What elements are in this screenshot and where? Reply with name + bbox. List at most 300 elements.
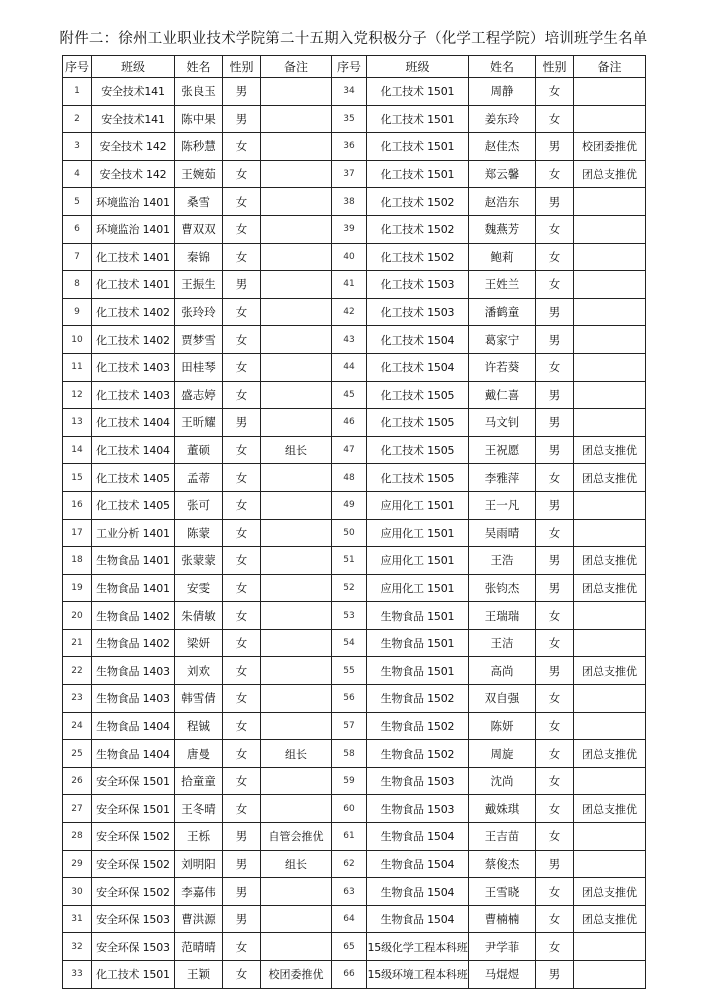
cell-note (574, 629, 646, 657)
cell-class: 化工技术 1404 (92, 436, 175, 464)
cell-note (261, 519, 332, 547)
cell-class: 化工技术 1402 (92, 298, 175, 326)
cell-index: 63 (332, 878, 367, 906)
cell-note (574, 271, 646, 299)
cell-gender: 女 (223, 685, 261, 713)
cell-name: 刘明阳 (175, 850, 223, 878)
cell-index: 2 (63, 105, 92, 133)
student-list-table (62, 55, 646, 989)
cell-index: 29 (63, 850, 92, 878)
cell-note (574, 933, 646, 961)
cell-name: 沈尚 (469, 767, 536, 795)
cell-name: 魏燕芳 (469, 215, 536, 243)
table-row (63, 905, 646, 933)
cell-name: 曹楠楠 (469, 905, 536, 933)
cell-class: 化工技术 1503 (367, 271, 469, 299)
cell-index: 60 (332, 795, 367, 823)
cell-class: 安全环保 1501 (92, 795, 175, 823)
cell-name: 王雪晓 (469, 878, 536, 906)
cell-note (261, 78, 332, 106)
cell-name: 董硕 (175, 436, 223, 464)
cell-gender: 男 (536, 961, 574, 989)
cell-note (574, 298, 646, 326)
cell-index: 42 (332, 298, 367, 326)
cell-class: 化工技术 1401 (92, 271, 175, 299)
cell-index: 48 (332, 464, 367, 492)
cell-class: 化工技术 1502 (367, 215, 469, 243)
cell-class: 化工技术 1505 (367, 381, 469, 409)
cell-index: 9 (63, 298, 92, 326)
cell-class: 生物食品 1503 (367, 767, 469, 795)
cell-index: 10 (63, 326, 92, 354)
cell-gender: 女 (223, 740, 261, 768)
cell-class: 工业分析 1401 (92, 519, 175, 547)
cell-note: 团总支推优 (574, 740, 646, 768)
table-row (63, 767, 646, 795)
cell-note (261, 353, 332, 381)
table-row (63, 519, 646, 547)
table-row (63, 574, 646, 602)
cell-class: 化工技术 1505 (367, 464, 469, 492)
cell-class: 生物食品 1401 (92, 574, 175, 602)
cell-note (261, 574, 332, 602)
cell-name: 王浩 (469, 547, 536, 575)
cell-index: 58 (332, 740, 367, 768)
cell-name: 张良玉 (175, 78, 223, 106)
cell-note: 团总支推优 (574, 464, 646, 492)
cell-gender: 女 (223, 188, 261, 216)
cell-class: 化工技术 1502 (367, 188, 469, 216)
cell-index: 17 (63, 519, 92, 547)
cell-index: 52 (332, 574, 367, 602)
cell-class: 化工技术 1404 (92, 409, 175, 437)
cell-index: 43 (332, 326, 367, 354)
cell-name: 郑云馨 (469, 160, 536, 188)
cell-name: 马焜煜 (469, 961, 536, 989)
cell-name: 李雅萍 (469, 464, 536, 492)
cell-name: 梁妍 (175, 629, 223, 657)
table-row (63, 933, 646, 961)
cell-name: 戴仁喜 (469, 381, 536, 409)
cell-name: 王洁 (469, 629, 536, 657)
cell-gender: 男 (536, 381, 574, 409)
cell-gender: 男 (223, 905, 261, 933)
cell-index: 49 (332, 491, 367, 519)
cell-gender: 男 (223, 409, 261, 437)
table-row (63, 657, 646, 685)
cell-gender: 女 (223, 519, 261, 547)
header-class: 班级 (92, 56, 175, 78)
table-row (63, 740, 646, 768)
table-header-row (63, 56, 646, 78)
table-row (63, 160, 646, 188)
cell-name: 范晴晴 (175, 933, 223, 961)
cell-name: 周旋 (469, 740, 536, 768)
cell-class: 生物食品 1501 (367, 657, 469, 685)
cell-class: 安全技术 142 (92, 160, 175, 188)
cell-class: 化工技术 1504 (367, 353, 469, 381)
cell-index: 6 (63, 215, 92, 243)
cell-gender: 女 (223, 326, 261, 354)
cell-index: 32 (63, 933, 92, 961)
cell-gender: 女 (223, 933, 261, 961)
cell-index: 28 (63, 823, 92, 851)
cell-class: 生物食品 1402 (92, 602, 175, 630)
cell-note: 组长 (261, 436, 332, 464)
cell-class: 生物食品 1403 (92, 685, 175, 713)
table-row (63, 491, 646, 519)
cell-index: 20 (63, 602, 92, 630)
cell-gender: 男 (223, 105, 261, 133)
cell-index: 31 (63, 905, 92, 933)
table-row (63, 215, 646, 243)
cell-gender: 女 (536, 271, 574, 299)
cell-class: 化工技术 1501 (367, 105, 469, 133)
cell-gender: 男 (536, 409, 574, 437)
table-row (63, 353, 646, 381)
cell-gender: 女 (536, 933, 574, 961)
cell-name: 张蒙蒙 (175, 547, 223, 575)
cell-name: 赵佳杰 (469, 133, 536, 161)
cell-class: 生物食品 1403 (92, 657, 175, 685)
cell-index: 38 (332, 188, 367, 216)
cell-name: 王振生 (175, 271, 223, 299)
cell-note: 组长 (261, 850, 332, 878)
table-row (63, 795, 646, 823)
cell-gender: 女 (223, 574, 261, 602)
cell-index: 16 (63, 491, 92, 519)
cell-class: 生物食品 1503 (367, 795, 469, 823)
cell-gender: 女 (536, 353, 574, 381)
cell-note (574, 823, 646, 851)
cell-name: 高尚 (469, 657, 536, 685)
cell-class: 安全技术 142 (92, 133, 175, 161)
cell-class: 化工技术 1505 (367, 436, 469, 464)
cell-name: 王昕耀 (175, 409, 223, 437)
cell-class: 化工技术 1503 (367, 298, 469, 326)
cell-note (261, 547, 332, 575)
cell-note: 组长 (261, 740, 332, 768)
cell-class: 生物食品 1504 (367, 850, 469, 878)
cell-name: 周静 (469, 78, 536, 106)
cell-name: 唐曼 (175, 740, 223, 768)
cell-class: 生物食品 1401 (92, 547, 175, 575)
cell-index: 39 (332, 215, 367, 243)
cell-name: 桑雪 (175, 188, 223, 216)
cell-class: 生物食品 1504 (367, 823, 469, 851)
cell-note (574, 961, 646, 989)
table-row (63, 464, 646, 492)
cell-class: 安全环保 1503 (92, 933, 175, 961)
cell-note: 校团委推优 (261, 961, 332, 989)
cell-gender: 女 (223, 298, 261, 326)
cell-gender: 女 (223, 243, 261, 271)
cell-index: 14 (63, 436, 92, 464)
header-name: 姓名 (469, 56, 536, 78)
cell-class: 环境监治 1401 (92, 188, 175, 216)
cell-gender: 女 (536, 464, 574, 492)
cell-note (574, 491, 646, 519)
cell-class: 应用化工 1501 (367, 491, 469, 519)
cell-note: 团总支推优 (574, 878, 646, 906)
cell-gender: 女 (223, 491, 261, 519)
cell-class: 生物食品 1404 (92, 712, 175, 740)
cell-gender: 女 (536, 712, 574, 740)
cell-class: 生物食品 1504 (367, 878, 469, 906)
cell-class: 化工技术 1501 (367, 78, 469, 106)
cell-note (261, 767, 332, 795)
cell-gender: 男 (536, 657, 574, 685)
cell-note: 团总支推优 (574, 905, 646, 933)
cell-gender: 女 (223, 381, 261, 409)
cell-name: 曹洪源 (175, 905, 223, 933)
cell-index: 12 (63, 381, 92, 409)
cell-gender: 女 (536, 740, 574, 768)
cell-note (261, 409, 332, 437)
cell-class: 化工技术 1402 (92, 326, 175, 354)
cell-class: 化工技术 1505 (367, 409, 469, 437)
cell-note (261, 215, 332, 243)
cell-class: 15级化学工程本科班 (367, 933, 469, 961)
header-index: 序号 (63, 56, 92, 78)
cell-class: 化工技术 1504 (367, 326, 469, 354)
cell-note (574, 767, 646, 795)
cell-class: 安全环保 1502 (92, 823, 175, 851)
cell-gender: 女 (536, 243, 574, 271)
cell-name: 潘鹤童 (469, 298, 536, 326)
document-title: 附件二：徐州工业职业技术学院第二十五期入党积极分子（化学工程学院）培训班学生名单 (59, 31, 648, 47)
cell-index: 59 (332, 767, 367, 795)
cell-name: 许若葵 (469, 353, 536, 381)
cell-index: 66 (332, 961, 367, 989)
cell-name: 张玲玲 (175, 298, 223, 326)
cell-name: 田桂琴 (175, 353, 223, 381)
cell-gender: 女 (223, 961, 261, 989)
cell-gender: 女 (536, 215, 574, 243)
cell-gender: 男 (536, 491, 574, 519)
cell-gender: 女 (223, 160, 261, 188)
cell-note (261, 905, 332, 933)
cell-note (574, 78, 646, 106)
table-row (63, 326, 646, 354)
table-row (63, 188, 646, 216)
table-row (63, 381, 646, 409)
cell-index: 4 (63, 160, 92, 188)
cell-name: 张钧杰 (469, 574, 536, 602)
cell-note: 团总支推优 (574, 795, 646, 823)
cell-index: 35 (332, 105, 367, 133)
cell-note (574, 326, 646, 354)
cell-name: 张可 (175, 491, 223, 519)
cell-name: 马文钊 (469, 409, 536, 437)
cell-gender: 男 (536, 188, 574, 216)
cell-note (261, 629, 332, 657)
cell-gender: 男 (536, 326, 574, 354)
cell-gender: 女 (223, 712, 261, 740)
cell-index: 47 (332, 436, 367, 464)
cell-name: 戴姝琪 (469, 795, 536, 823)
cell-name: 秦锦 (175, 243, 223, 271)
cell-note (574, 850, 646, 878)
header-gender: 性别 (223, 56, 261, 78)
cell-index: 13 (63, 409, 92, 437)
cell-note (261, 298, 332, 326)
cell-gender: 女 (223, 657, 261, 685)
cell-index: 15 (63, 464, 92, 492)
cell-note (574, 243, 646, 271)
cell-gender: 女 (536, 685, 574, 713)
cell-gender: 女 (536, 905, 574, 933)
cell-index: 25 (63, 740, 92, 768)
cell-class: 生物食品 1502 (367, 712, 469, 740)
cell-index: 3 (63, 133, 92, 161)
cell-name: 鲍莉 (469, 243, 536, 271)
cell-note (574, 712, 646, 740)
cell-note: 自管会推优 (261, 823, 332, 851)
cell-name: 王一凡 (469, 491, 536, 519)
table-row (63, 271, 646, 299)
cell-name: 曹双双 (175, 215, 223, 243)
cell-class: 安全环保 1502 (92, 878, 175, 906)
cell-index: 55 (332, 657, 367, 685)
cell-name: 王姓兰 (469, 271, 536, 299)
cell-gender: 男 (223, 271, 261, 299)
table-row (63, 712, 646, 740)
cell-gender: 女 (536, 78, 574, 106)
cell-index: 37 (332, 160, 367, 188)
cell-class: 化工技术 1403 (92, 353, 175, 381)
cell-note (574, 381, 646, 409)
cell-note: 团总支推优 (574, 657, 646, 685)
cell-gender: 女 (536, 629, 574, 657)
cell-gender: 女 (536, 105, 574, 133)
cell-class: 应用化工 1501 (367, 574, 469, 602)
cell-note (261, 105, 332, 133)
cell-note: 团总支推优 (574, 547, 646, 575)
cell-class: 生物食品 1502 (367, 740, 469, 768)
cell-name: 王吉苗 (469, 823, 536, 851)
header-note: 备注 (574, 56, 646, 78)
cell-class: 安全环保 1501 (92, 767, 175, 795)
table-row (63, 823, 646, 851)
cell-note: 团总支推优 (574, 436, 646, 464)
cell-index: 22 (63, 657, 92, 685)
cell-name: 双自强 (469, 685, 536, 713)
cell-name: 葛家宁 (469, 326, 536, 354)
cell-gender: 女 (223, 215, 261, 243)
cell-gender: 女 (223, 629, 261, 657)
cell-index: 21 (63, 629, 92, 657)
cell-gender: 男 (536, 547, 574, 575)
cell-note (261, 491, 332, 519)
table-row (63, 105, 646, 133)
cell-name: 刘欢 (175, 657, 223, 685)
cell-note (261, 933, 332, 961)
cell-index: 54 (332, 629, 367, 657)
table-row (63, 298, 646, 326)
cell-index: 56 (332, 685, 367, 713)
header-note: 备注 (261, 56, 332, 78)
cell-name: 王颖 (175, 961, 223, 989)
cell-index: 46 (332, 409, 367, 437)
cell-note (574, 519, 646, 547)
cell-index: 40 (332, 243, 367, 271)
cell-gender: 男 (223, 878, 261, 906)
cell-index: 44 (332, 353, 367, 381)
cell-gender: 男 (536, 436, 574, 464)
cell-class: 生物食品 1501 (367, 602, 469, 630)
cell-gender: 女 (223, 133, 261, 161)
cell-name: 蔡俊杰 (469, 850, 536, 878)
cell-name: 陈妍 (469, 712, 536, 740)
cell-class: 生物食品 1404 (92, 740, 175, 768)
cell-gender: 男 (536, 133, 574, 161)
cell-name: 贾梦雪 (175, 326, 223, 354)
cell-index: 18 (63, 547, 92, 575)
cell-name: 王祝愿 (469, 436, 536, 464)
cell-class: 生物食品 1501 (367, 629, 469, 657)
cell-note (574, 105, 646, 133)
cell-class: 生物食品 1502 (367, 685, 469, 713)
cell-gender: 女 (223, 547, 261, 575)
cell-note (574, 602, 646, 630)
cell-gender: 女 (536, 823, 574, 851)
table-row (63, 850, 646, 878)
cell-gender: 女 (536, 519, 574, 547)
cell-note (261, 243, 332, 271)
cell-note (574, 215, 646, 243)
cell-name: 姜东玲 (469, 105, 536, 133)
cell-name: 陈中果 (175, 105, 223, 133)
cell-class: 化工技术 1405 (92, 491, 175, 519)
cell-note (574, 188, 646, 216)
cell-class: 化工技术 1403 (92, 381, 175, 409)
cell-class: 化工技术 1501 (92, 961, 175, 989)
table-row (63, 409, 646, 437)
cell-gender: 女 (223, 795, 261, 823)
cell-note (574, 685, 646, 713)
cell-index: 53 (332, 602, 367, 630)
cell-index: 26 (63, 767, 92, 795)
cell-name: 王栎 (175, 823, 223, 851)
cell-note (261, 464, 332, 492)
cell-index: 50 (332, 519, 367, 547)
cell-note (574, 409, 646, 437)
cell-name: 朱倩敏 (175, 602, 223, 630)
cell-note (261, 878, 332, 906)
cell-gender: 女 (223, 436, 261, 464)
cell-note (261, 795, 332, 823)
cell-gender: 男 (223, 823, 261, 851)
header-index: 序号 (332, 56, 367, 78)
cell-index: 64 (332, 905, 367, 933)
table-row (63, 243, 646, 271)
cell-gender: 男 (223, 78, 261, 106)
table-row (63, 78, 646, 106)
table-row (63, 685, 646, 713)
cell-class: 化工技术 1401 (92, 243, 175, 271)
cell-note (261, 133, 332, 161)
cell-class: 15级环境工程本科班 (367, 961, 469, 989)
cell-index: 61 (332, 823, 367, 851)
cell-index: 30 (63, 878, 92, 906)
cell-note (261, 381, 332, 409)
cell-index: 23 (63, 685, 92, 713)
cell-index: 33 (63, 961, 92, 989)
cell-index: 27 (63, 795, 92, 823)
cell-gender: 女 (536, 795, 574, 823)
cell-class: 生物食品 1504 (367, 905, 469, 933)
